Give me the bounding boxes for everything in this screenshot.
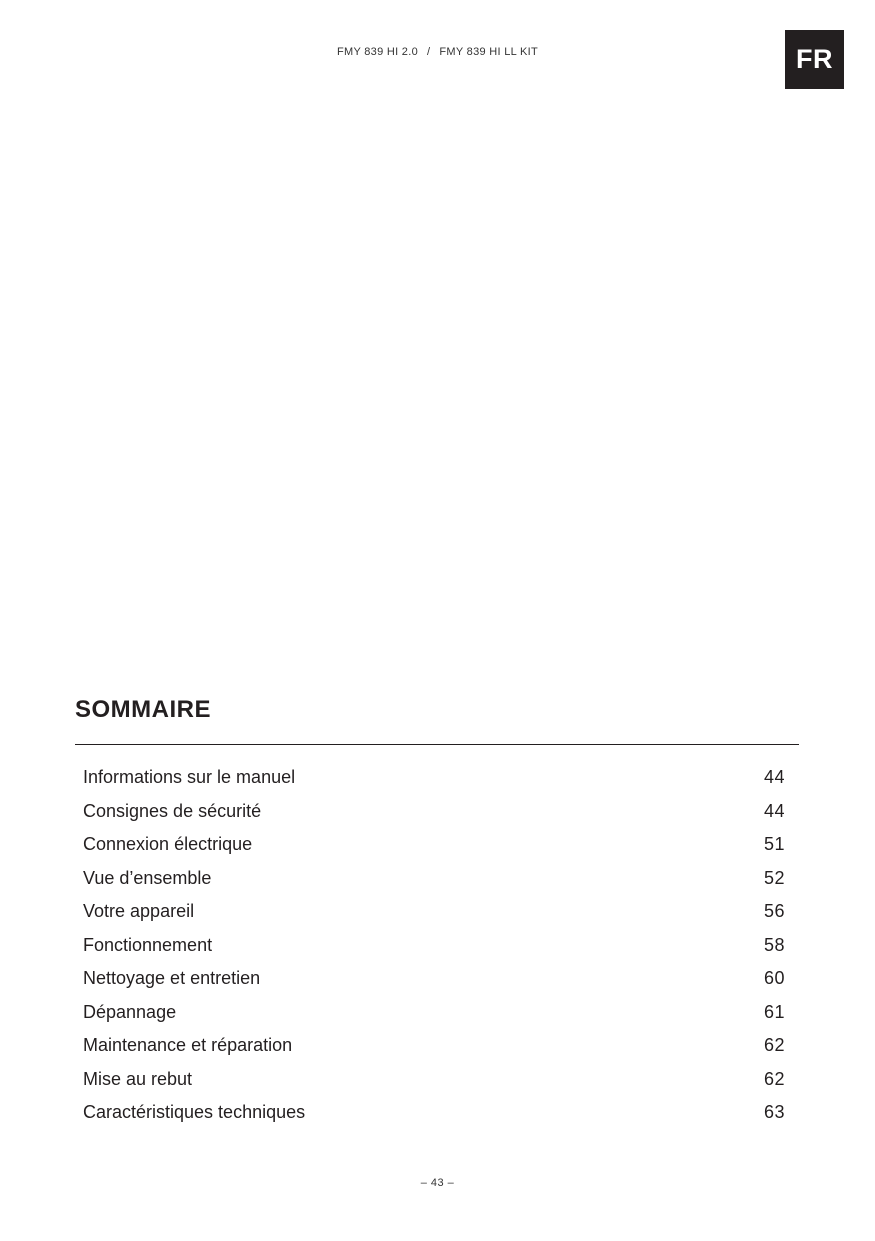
toc-item-page: 62	[763, 1068, 785, 1089]
toc-item-page: 61	[763, 1001, 785, 1022]
toc-item[interactable]	[83, 895, 785, 929]
toc-item-page: 44	[763, 800, 785, 821]
toc-divider	[75, 744, 799, 745]
model-primary: FMY 839 HI 2.0	[336, 46, 419, 58]
toc-item-page: 44	[763, 767, 785, 788]
toc-item-label: Fonctionnement	[83, 934, 213, 955]
toc-item[interactable]	[83, 828, 785, 862]
toc-item-label: Consignes de sécurité	[83, 800, 262, 821]
toc-item-page: 58	[763, 934, 785, 955]
toc-item[interactable]	[83, 795, 785, 829]
toc-item[interactable]	[83, 862, 785, 896]
model-secondary: FMY 839 HI LL KIT	[439, 46, 539, 58]
toc-item-page: 63	[763, 1102, 785, 1123]
page-number: – 43 –	[420, 1177, 455, 1189]
toc-item[interactable]	[83, 1063, 785, 1097]
toc-item-label: Connexion électrique	[83, 834, 253, 855]
toc-item-label: Maintenance et réparation	[83, 1035, 293, 1056]
toc-item-label: Vue d’ensemble	[83, 867, 212, 888]
model-separator: /	[427, 46, 431, 58]
toc-item-label: Mise au rebut	[83, 1068, 193, 1089]
toc-item[interactable]	[83, 996, 785, 1030]
toc-item-page: 51	[763, 834, 785, 855]
table-of-contents	[83, 761, 785, 1130]
toc-item-page: 52	[763, 867, 785, 888]
toc-item-label: Nettoyage et entretien	[83, 968, 261, 989]
header-model-names	[0, 46, 875, 58]
toc-title: SOMMAIRE	[75, 696, 211, 723]
toc-item[interactable]	[83, 761, 785, 795]
language-badge: FR	[785, 30, 844, 89]
toc-item[interactable]	[83, 962, 785, 996]
toc-item[interactable]	[83, 1029, 785, 1063]
toc-item[interactable]	[83, 929, 785, 963]
toc-item-page: 60	[763, 968, 785, 989]
toc-item-page: 62	[763, 1035, 785, 1056]
toc-item-label: Votre appareil	[83, 901, 195, 922]
toc-item[interactable]	[83, 1096, 785, 1130]
toc-item-label: Informations sur le manuel	[83, 767, 296, 788]
toc-item-page: 56	[763, 901, 785, 922]
toc-item-label: Dépannage	[83, 1001, 177, 1022]
toc-item-label: Caractéristiques techniques	[83, 1102, 306, 1123]
